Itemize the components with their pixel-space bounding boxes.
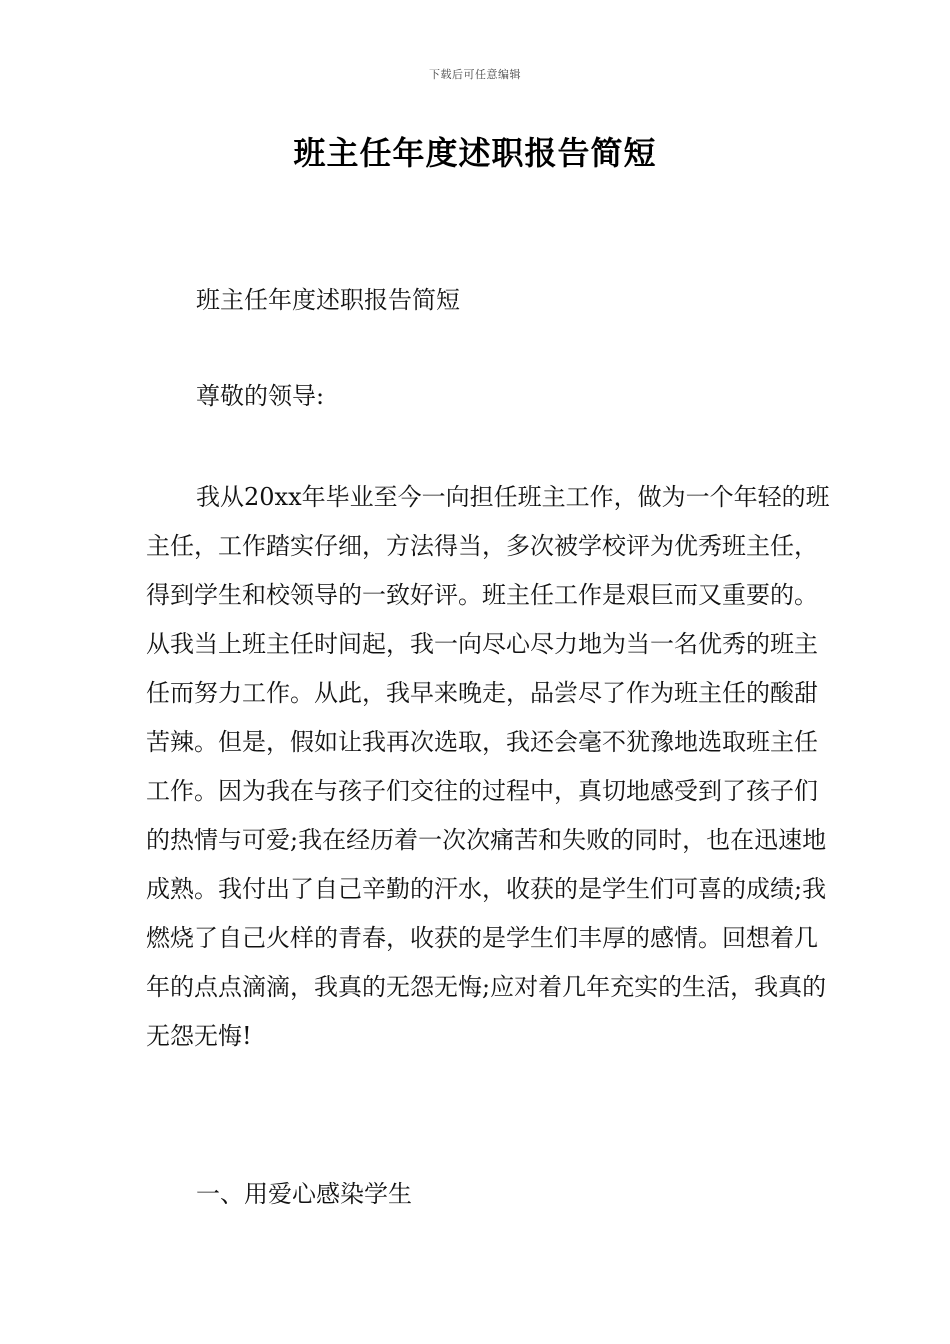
greeting: 尊敬的领导:: [196, 382, 325, 410]
page-title: 班主任年度述职报告简短: [293, 134, 657, 172]
body-paragraph: 我从20xx年毕业至今一向担任班主工作，做为一个年轻的班主任，工作踏实仔细，方法得当，多次被学校评为优秀班主任，得到学生和校领导的一致好评。班主任工作是艰巨而又重要的。从我当上班主任时间起，我一向尽心尽力地为当一名优秀的班主任而努力工作。从此，我早来晚走，品尝尽了作为班主任的酸甜苦辣。但是，假如让我再次选取，我还会毫不犹豫地选取班主任工作。因为我在与孩子们交往的过程中，真切地感受到了孩子们的热情与可爱;我在经历着一次次痛苦和失败的同时，也在迅速地成熟。我付出了自己辛勤的汗水，收获的是学生们可喜的成绩;我燃烧了自己火样的青春，收获的是学生们丰厚的感情。回想着几年的点点滴滴，我真的无怨无悔;应对着几年充实的生活，我真的无怨无悔!: [146, 483, 830, 1050]
document-subtitle: 班主任年度述职报告简短: [196, 286, 460, 314]
section-heading: 一、用爱心感染学生: [196, 1180, 412, 1208]
header-note: 下载后可任意编辑: [429, 68, 521, 81]
